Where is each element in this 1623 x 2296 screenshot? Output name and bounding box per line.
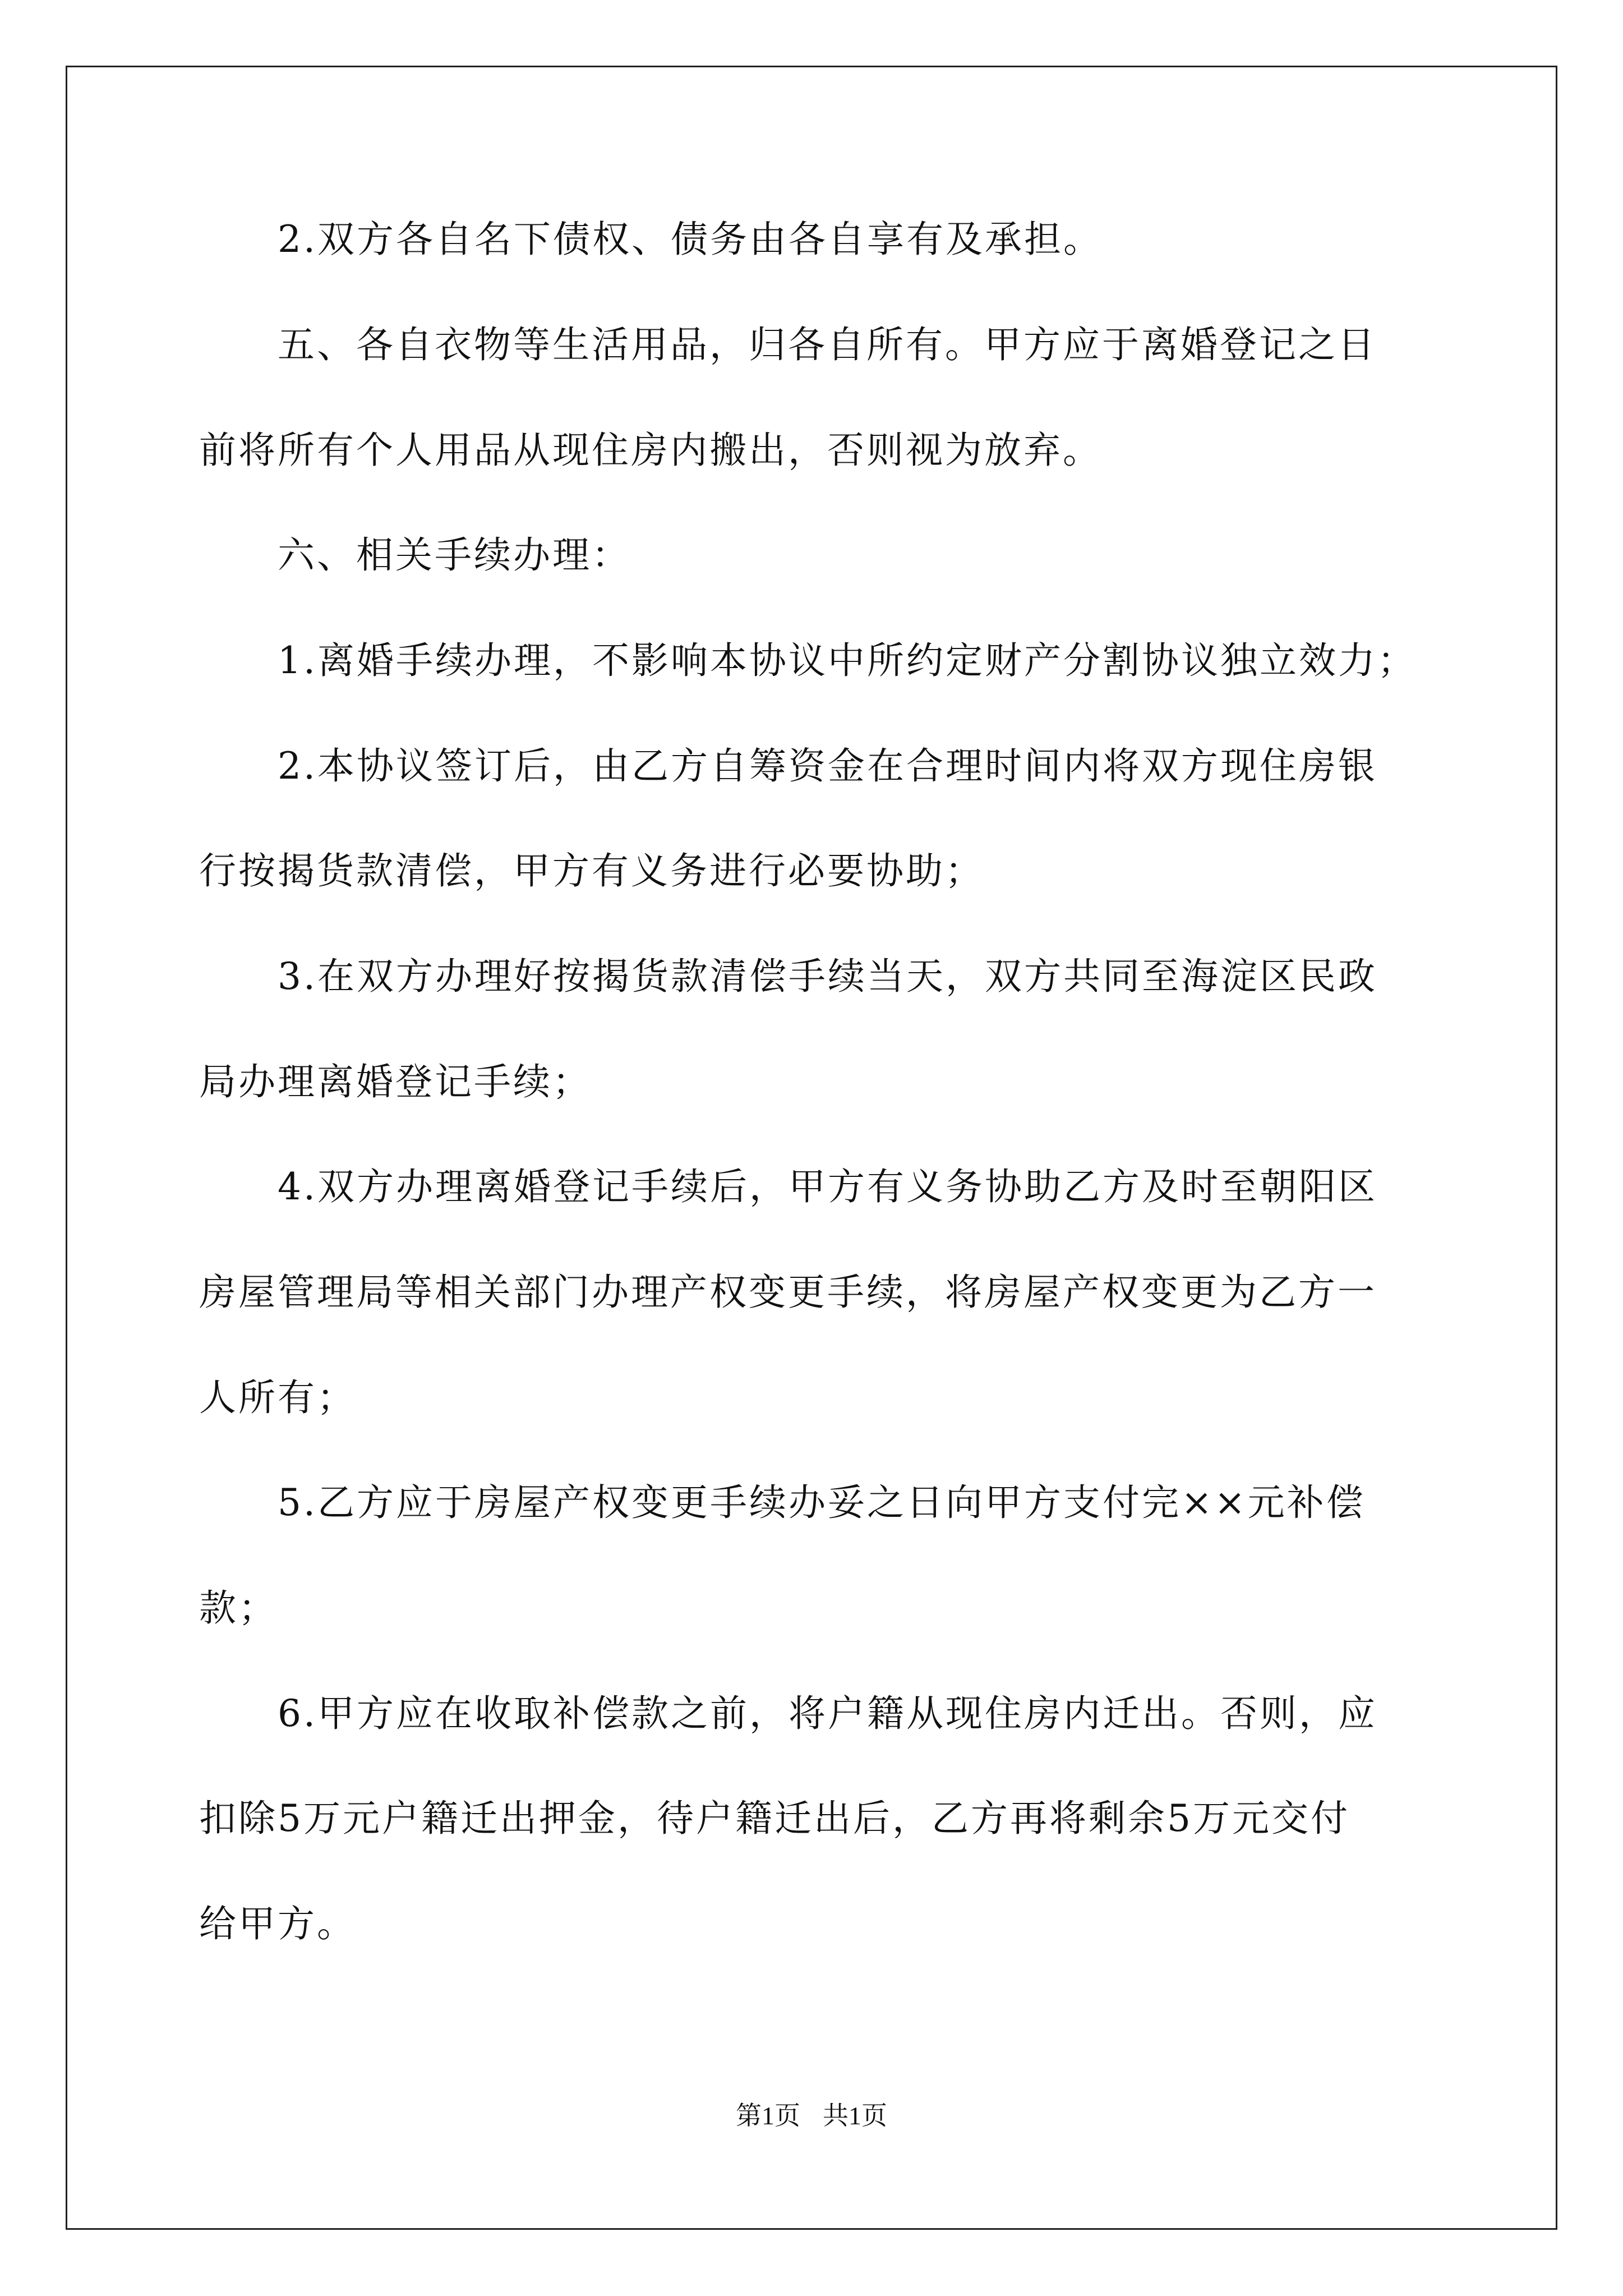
paragraph-line: 2.双方各自名下债权、债务由各自享有及承担。 (278, 218, 1103, 261)
paragraph-line: 五、各自衣物等生活用品，归各自所有。甲方应于离婚登记之日 (278, 323, 1377, 366)
paragraph-line: 人所有； (199, 1376, 356, 1419)
page-number: 第1页 (736, 2101, 800, 2130)
paragraph-line: 3.在双方办理好按揭货款清偿手续当天，双方共同至海淀区民政 (278, 955, 1377, 998)
paragraph-line: 给甲方。 (199, 1902, 356, 1945)
paragraph-line: 2.本协议签订后，由乙方自筹资金在合理时间内将双方现住房银 (278, 744, 1377, 788)
paragraph-line: 5.乙方应于房屋产权变更手续办妥之日向甲方支付完××元补偿 (278, 1481, 1366, 1524)
paragraph-line: 6.甲方应在收取补偿款之前，将户籍从现住房内迁出。否则，应 (278, 1692, 1377, 1735)
paragraph-line: 局办理离婚登记手续； (199, 1060, 592, 1103)
paragraph-line: 房屋管理局等相关部门办理产权变更手续，将房屋产权变更为乙方一 (199, 1271, 1377, 1314)
paragraph-line: 款； (199, 1586, 278, 1630)
page-total: 共1页 (823, 2101, 887, 2130)
paragraph-line: 前将所有个人用品从现住房内搬出，否则视为放弃。 (199, 429, 1102, 472)
paragraph-line: 六、相关手续办理： (278, 533, 631, 577)
paragraph-line: 行按揭货款清偿，甲方有义务进行必要协助； (199, 849, 984, 892)
page-footer (0, 2099, 1623, 2133)
paragraph-line: 1.离婚手续办理，不影响本协议中所约定财产分割协议独立效力； (278, 639, 1417, 682)
paragraph-line: 扣除5万元户籍迁出押金，待户籍迁出后，乙方再将剩余5万元交付 (199, 1797, 1350, 1840)
paragraph-line: 4.双方办理离婚登记手续后，甲方有义务协助乙方及时至朝阳区 (278, 1165, 1377, 1208)
